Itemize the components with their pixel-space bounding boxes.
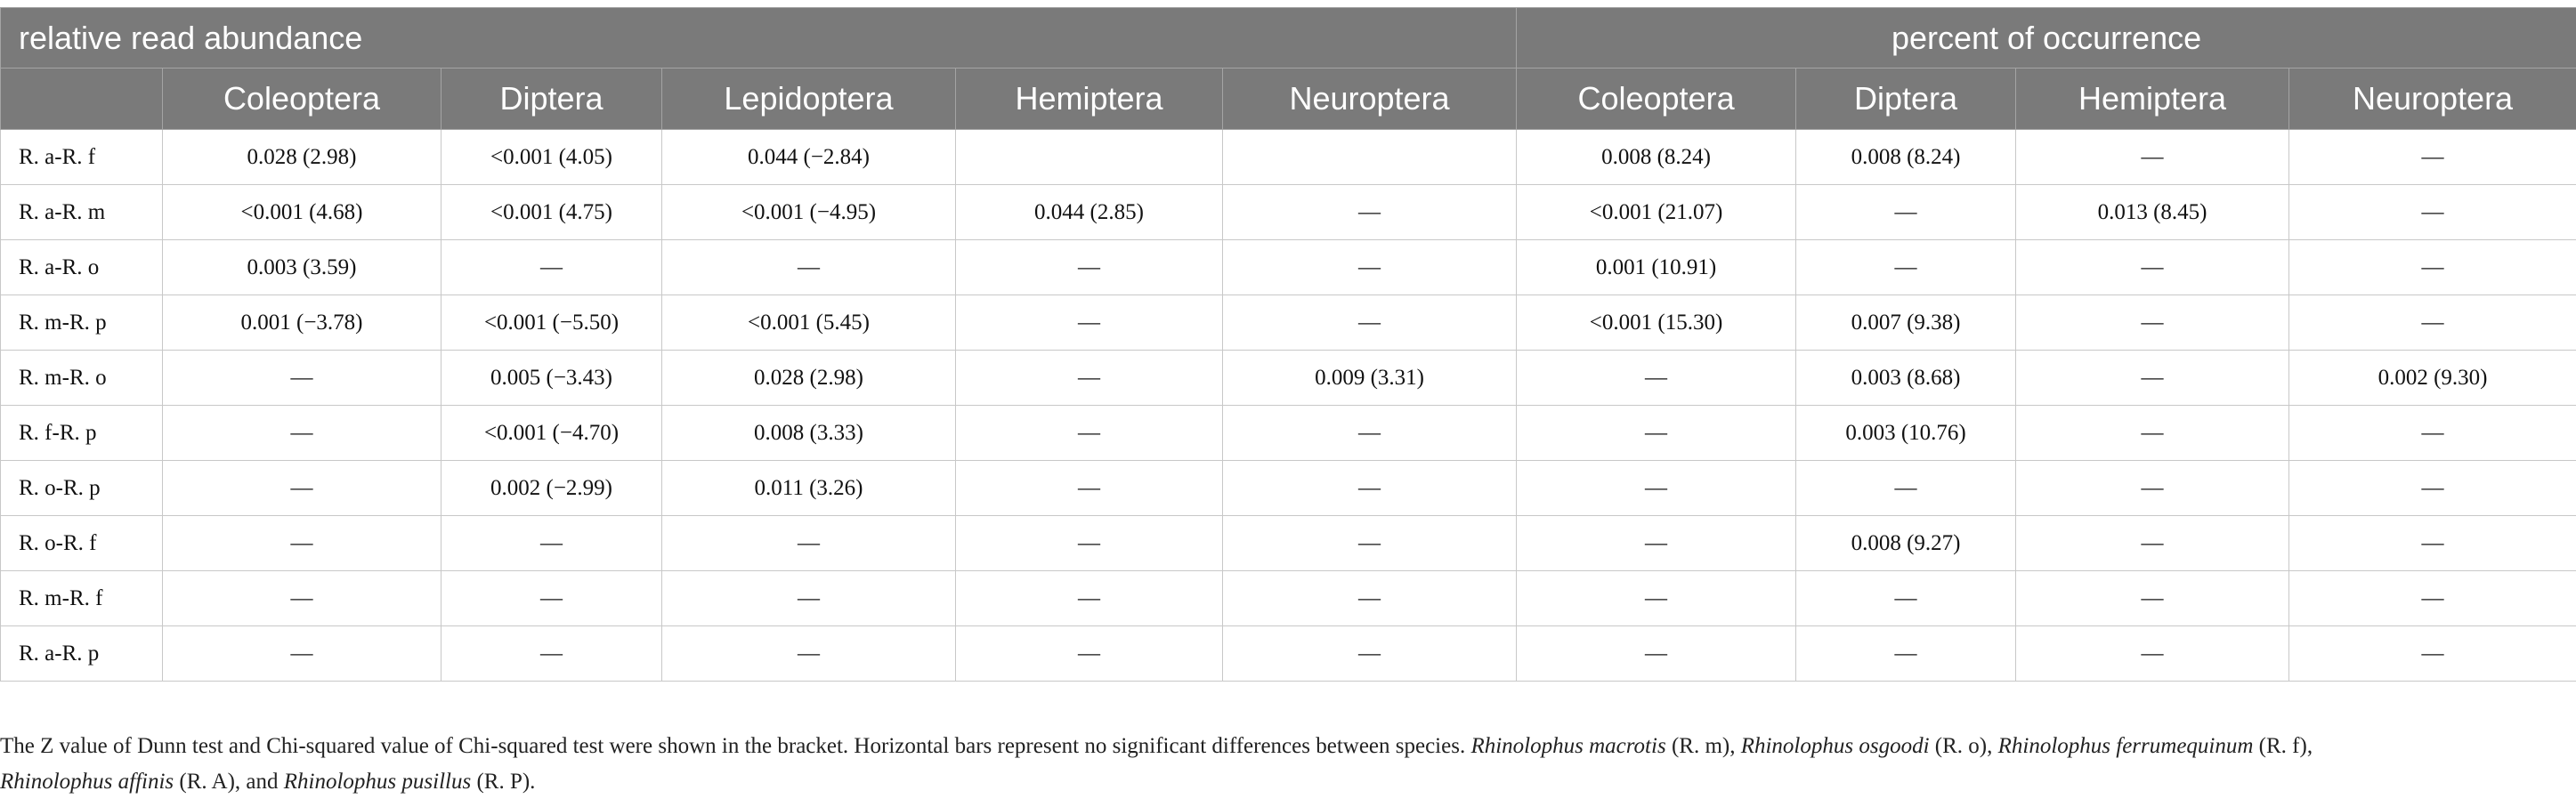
row-label: R. a-R. o: [1, 240, 163, 295]
table-cell: —: [662, 571, 956, 626]
species-name: Rhinolophus ferrumequinum: [1997, 734, 2254, 758]
table-cell: 0.011 (3.26): [662, 461, 956, 516]
table-cell: —: [2289, 516, 2576, 571]
table-cell: 0.013 (8.45): [2016, 185, 2289, 240]
table-cell: —: [2016, 351, 2289, 406]
table-cell: —: [441, 240, 662, 295]
table-cell: —: [1517, 571, 1796, 626]
table-row: [1, 130, 2576, 185]
footnote-text: The Z value of Dunn test and Chi-squared value of Chi-squared test were shown in the bracket. Horizontal bars represent no significant differences between species.: [0, 734, 1471, 758]
table-cell: —: [1223, 461, 1517, 516]
table-cell: —: [1517, 626, 1796, 682]
table-cell: —: [2289, 240, 2576, 295]
table-cell: 0.008 (8.24): [1796, 130, 2016, 185]
table-cell: —: [163, 351, 441, 406]
table-cell: 0.001 (−3.78): [163, 295, 441, 351]
footnote-text: (R. f),: [2253, 734, 2313, 758]
table-cell: <0.001 (−4.70): [441, 406, 662, 461]
table-cell: —: [2289, 626, 2576, 682]
table-cell: 0.007 (9.38): [1796, 295, 2016, 351]
row-label: R. m-R. p: [1, 295, 163, 351]
table-cell: 0.002 (−2.99): [441, 461, 662, 516]
column-header: Hemiptera: [956, 69, 1223, 130]
table-cell: —: [662, 516, 956, 571]
column-header: Neuroptera: [2289, 69, 2576, 130]
table-cell: —: [1796, 185, 2016, 240]
table-cell: —: [1223, 295, 1517, 351]
footnote-text: (R. m),: [1665, 734, 1741, 758]
table-cell: —: [956, 461, 1223, 516]
table-cell: —: [956, 626, 1223, 682]
group-header-percent-of-occurrence: percent of occurrence: [1517, 8, 2576, 69]
table-cell: —: [163, 516, 441, 571]
table-cell: [1223, 130, 1517, 185]
results-table-container: [0, 7, 2576, 682]
table-cell: —: [1796, 461, 2016, 516]
table-cell: —: [2016, 295, 2289, 351]
table-cell: 0.002 (9.30): [2289, 351, 2576, 406]
table-cell: 0.008 (8.24): [1517, 130, 1796, 185]
table-cell: 0.009 (3.31): [1223, 351, 1517, 406]
table-cell: —: [163, 626, 441, 682]
table-cell: —: [163, 406, 441, 461]
row-label: R. a-R. m: [1, 185, 163, 240]
table-cell: —: [441, 516, 662, 571]
table-cell: —: [1223, 406, 1517, 461]
table-cell: —: [956, 295, 1223, 351]
table-cell: —: [2016, 461, 2289, 516]
header-group-row: [1, 8, 2576, 69]
row-label: R. a-R. f: [1, 130, 163, 185]
table-cell: 0.005 (−3.43): [441, 351, 662, 406]
table-cell: <0.001 (−5.50): [441, 295, 662, 351]
table-cell: —: [1517, 351, 1796, 406]
table-cell: —: [2289, 406, 2576, 461]
table-row: [1, 185, 2576, 240]
table-cell: <0.001 (4.05): [441, 130, 662, 185]
table-cell: —: [956, 516, 1223, 571]
table-cell: —: [2289, 130, 2576, 185]
table-cell: —: [441, 626, 662, 682]
table-cell: 0.003 (8.68): [1796, 351, 2016, 406]
table-cell: <0.001 (4.75): [441, 185, 662, 240]
table-row: [1, 406, 2576, 461]
table-cell: 0.028 (2.98): [163, 130, 441, 185]
column-header: Coleoptera: [1517, 69, 1796, 130]
table-cell: —: [1796, 240, 2016, 295]
column-header: Hemiptera: [2016, 69, 2289, 130]
table-cell: —: [2016, 516, 2289, 571]
table-cell: —: [163, 571, 441, 626]
table-cell: —: [2289, 461, 2576, 516]
table-cell: —: [1223, 626, 1517, 682]
table-cell: 0.008 (3.33): [662, 406, 956, 461]
table-row: [1, 626, 2576, 682]
table-cell: <0.001 (21.07): [1517, 185, 1796, 240]
row-label: R. a-R. p: [1, 626, 163, 682]
column-header: Coleoptera: [163, 69, 441, 130]
column-header: Lepidoptera: [662, 69, 956, 130]
column-header: Neuroptera: [1223, 69, 1517, 130]
table-row: [1, 516, 2576, 571]
footnote-text: (R. A), and: [174, 770, 284, 794]
table-cell: 0.044 (−2.84): [662, 130, 956, 185]
results-table: [0, 7, 2576, 682]
table-cell: —: [441, 571, 662, 626]
row-label: R. o-R. f: [1, 516, 163, 571]
table-cell: —: [2016, 571, 2289, 626]
table-cell: —: [1796, 626, 2016, 682]
row-label: R. m-R. o: [1, 351, 163, 406]
footnote-text: (R. P).: [471, 770, 536, 794]
table-row: [1, 351, 2576, 406]
table-cell: <0.001 (15.30): [1517, 295, 1796, 351]
species-name: Rhinolophus osgoodi: [1740, 734, 1930, 758]
table-cell: —: [1223, 185, 1517, 240]
table-cell: —: [1796, 571, 2016, 626]
table-cell: —: [2289, 185, 2576, 240]
table-cell: —: [1517, 516, 1796, 571]
species-name: Rhinolophus affinis: [0, 770, 174, 794]
table-cell: —: [662, 240, 956, 295]
table-cell: <0.001 (4.68): [163, 185, 441, 240]
species-name: Rhinolophus macrotis: [1470, 734, 1666, 758]
table-cell: <0.001 (5.45): [662, 295, 956, 351]
footnote-text: (R. o),: [1929, 734, 1998, 758]
table-cell: —: [2289, 571, 2576, 626]
header-column-row: [1, 69, 2576, 130]
column-header: Diptera: [441, 69, 662, 130]
table-cell: —: [2289, 295, 2576, 351]
table-footnote: [0, 729, 2546, 800]
table-body: [1, 130, 2576, 682]
row-label: R. f-R. p: [1, 406, 163, 461]
table-cell: —: [1223, 571, 1517, 626]
group-header-relative-read-abundance: relative read abundance: [1, 8, 1517, 69]
table-row: [1, 295, 2576, 351]
table-cell: —: [2016, 240, 2289, 295]
table-cell: —: [2016, 406, 2289, 461]
table-cell: —: [2016, 626, 2289, 682]
table-cell: —: [163, 461, 441, 516]
table-cell: —: [1517, 406, 1796, 461]
table-header: [1, 8, 2576, 130]
column-header-pair: [1, 69, 163, 130]
table-cell: 0.003 (10.76): [1796, 406, 2016, 461]
table-cell: 0.001 (10.91): [1517, 240, 1796, 295]
row-label: R. m-R. f: [1, 571, 163, 626]
table-cell: —: [662, 626, 956, 682]
table-row: [1, 240, 2576, 295]
table-cell: 0.008 (9.27): [1796, 516, 2016, 571]
table-cell: —: [956, 406, 1223, 461]
table-row: [1, 571, 2576, 626]
table-row: [1, 461, 2576, 516]
table-cell: —: [956, 240, 1223, 295]
table-cell: —: [956, 351, 1223, 406]
table-cell: 0.028 (2.98): [662, 351, 956, 406]
table-cell: 0.044 (2.85): [956, 185, 1223, 240]
row-label: R. o-R. p: [1, 461, 163, 516]
table-cell: —: [1223, 240, 1517, 295]
table-cell: 0.003 (3.59): [163, 240, 441, 295]
table-cell: —: [2016, 130, 2289, 185]
table-cell: —: [1223, 516, 1517, 571]
column-header: Diptera: [1796, 69, 2016, 130]
table-cell: —: [956, 571, 1223, 626]
table-cell: <0.001 (−4.95): [662, 185, 956, 240]
table-cell: [956, 130, 1223, 185]
table-cell: —: [1517, 461, 1796, 516]
species-name: Rhinolophus pusillus: [283, 770, 472, 794]
